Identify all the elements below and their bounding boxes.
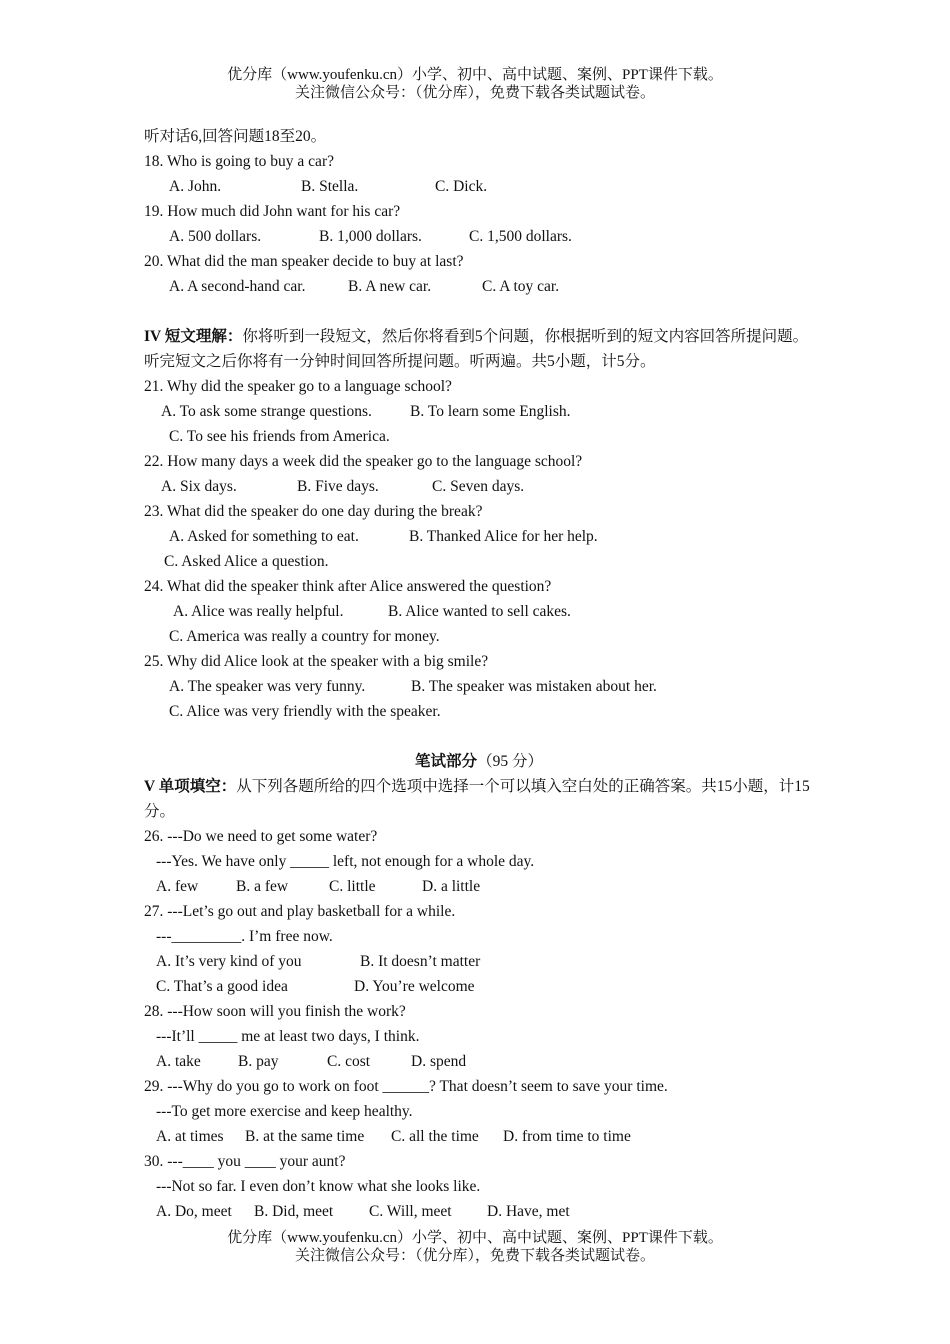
q27-option-b: B. It doesn’t matter [360, 953, 481, 970]
q22-option-b: B. Five days. [297, 478, 379, 495]
q25-option-c: C. Alice was very friendly with the speaker. [169, 703, 441, 720]
q21-option-b: B. To learn some English. [410, 403, 571, 420]
section4-text: 你将听到一段短文，然后你将看到5个问题，你根据听到的短文内容回答所提问题。听完短文之后你将有一分钟时间回答所提问题。听两遍。共5小题，计5分。 [144, 328, 809, 370]
q29-line-2: ---To get more exercise and keep healthy. [156, 1103, 413, 1120]
q28-line-1: 28. ---How soon will you finish the work? [144, 1003, 406, 1020]
q26-line-2: ---Yes. We have only _____ left, not enough for a whole day. [156, 853, 535, 870]
q30-options [144, 1199, 814, 1224]
page-footer [0, 1229, 950, 1265]
q20-option-a: A. A second-hand car. [169, 278, 306, 295]
q29-option-a: A. at times [156, 1128, 224, 1145]
q22-option-c: C. Seven days. [432, 478, 525, 495]
q23-option-b: B. Thanked Alice for her help. [409, 528, 598, 545]
q21-option-a: A. To ask some strange questions. [161, 403, 372, 420]
q21-stem: 21. Why did the speaker go to a language school? [144, 378, 452, 395]
written-part-score: （95 分） [477, 753, 543, 770]
q22-stem: 22. How many days a week did the speaker go to the language school? [144, 453, 583, 470]
q22-options [144, 474, 814, 499]
header-line-2: 关注微信公众号：（优分库），免费下载各类试题试卷。 [294, 85, 655, 101]
q29-option-d: D. from time to time [503, 1128, 631, 1145]
written-part-title: 笔试部分 [415, 753, 478, 770]
q27-options-cd [144, 974, 814, 999]
q23-options-ab [144, 524, 814, 549]
q23-option-c: C. Asked Alice a question. [164, 553, 329, 570]
q19-option-a: A. 500 dollars. [169, 228, 262, 245]
q24-option-a: A. Alice was really helpful. [173, 603, 344, 620]
q30-option-d: D. Have, met [487, 1203, 570, 1220]
q28-line-2: ---It’ll _____ me at least two days, I think. [156, 1028, 420, 1045]
q19-option-b: B. 1,000 dollars. [319, 228, 422, 245]
q26-option-b: B. a few [236, 878, 289, 895]
q28-option-b: B. pay [238, 1053, 279, 1070]
q30-option-c: C. Will, meet [369, 1203, 452, 1220]
section5-text: 从下列各题所给的四个选项中选择一个可以填入空白处的正确答案。共15小题，计15分。 [144, 778, 810, 820]
q21-option-c: C. To see his friends from America. [169, 428, 390, 445]
q18-stem: 18. Who is going to buy a car? [144, 153, 334, 170]
q24-option-b: B. Alice wanted to sell cakes. [388, 603, 571, 620]
q30-option-b: B. Did, meet [254, 1203, 334, 1220]
q29-option-b: B. at the same time [245, 1128, 365, 1145]
dialog6-intro: 听对话6,回答问题18至20。 [144, 128, 327, 145]
q28-options [144, 1049, 814, 1074]
q27-option-c: C. That’s a good idea [156, 978, 288, 995]
q28-option-d: D. spend [411, 1053, 467, 1070]
q26-line-1: 26. ---Do we need to get some water? [144, 828, 378, 845]
section4-title: IV 短文理解： [144, 328, 243, 345]
q25-option-a: A. The speaker was very funny. [169, 678, 366, 695]
q25-stem: 25. Why did Alice look at the speaker with a big smile? [144, 653, 489, 670]
q23-stem: 23. What did the speaker do one day during the break? [144, 503, 483, 520]
q24-option-c: C. America was really a country for money. [169, 628, 440, 645]
q26-option-a: A. few [156, 878, 199, 895]
q25-option-b: B. The speaker was mistaken about her. [411, 678, 657, 695]
q25-options-ab [144, 674, 814, 699]
q26-options [144, 874, 814, 899]
q24-stem: 24. What did the speaker think after Alice answered the question? [144, 578, 552, 595]
q28-option-c: C. cost [327, 1053, 371, 1070]
header-line-1: 优分库（www.youfenku.cn）小学、初中、高中试题、案例、PPT课件下载。 [227, 67, 723, 83]
q20-options [144, 274, 814, 299]
q27-line-1: 27. ---Let’s go out and play basketball for a while. [144, 903, 456, 920]
q29-line-1: 29. ---Why do you go to work on foot ______? That doesn’t seem to save your time. [144, 1078, 668, 1095]
q27-options-ab [144, 949, 814, 974]
q30-line-2: ---Not so far. I even don’t know what she looks like. [156, 1178, 481, 1195]
footer-line-2: 关注微信公众号：（优分库），免费下载各类试题试卷。 [294, 1248, 655, 1264]
exam-content [144, 124, 814, 1224]
q19-options [144, 224, 814, 249]
q24-options-ab [144, 599, 814, 624]
q23-option-a: A. Asked for something to eat. [169, 528, 359, 545]
section5-title: V 单项填空： [144, 778, 237, 795]
page-header [0, 66, 950, 102]
q20-stem: 20. What did the man speaker decide to buy at last? [144, 253, 464, 270]
q18-option-a: A. John. [169, 178, 222, 195]
q26-option-c: C. little [329, 878, 376, 895]
q20-option-b: B. A new car. [348, 278, 432, 295]
footer-line-1: 优分库（www.youfenku.cn）小学、初中、高中试题、案例、PPT课件下载。 [227, 1230, 723, 1246]
q22-option-a: A. Six days. [161, 478, 237, 495]
section4-instructions [144, 324, 814, 374]
q18-options [144, 174, 814, 199]
q21-options-ab [144, 399, 814, 424]
q26-option-d: D. a little [422, 878, 481, 895]
q27-option-a: A. It’s very kind of you [156, 953, 302, 970]
written-part-heading [144, 749, 814, 774]
q19-stem: 19. How much did John want for his car? [144, 203, 401, 220]
q19-option-c: C. 1,500 dollars. [469, 228, 572, 245]
q29-options [144, 1124, 814, 1149]
q27-option-d: D. You’re welcome [354, 978, 475, 995]
q29-option-c: C. all the time [391, 1128, 479, 1145]
q20-option-c: C. A toy car. [482, 278, 560, 295]
q27-line-2: ---_________. I’m free now. [156, 928, 333, 945]
q30-option-a: A. Do, meet [156, 1203, 232, 1220]
q30-line-1: 30. ---____ you ____ your aunt? [144, 1153, 346, 1170]
q28-option-a: A. take [156, 1053, 201, 1070]
section5-instructions [144, 774, 814, 824]
q18-option-c: C. Dick. [435, 178, 488, 195]
q18-option-b: B. Stella. [301, 178, 359, 195]
